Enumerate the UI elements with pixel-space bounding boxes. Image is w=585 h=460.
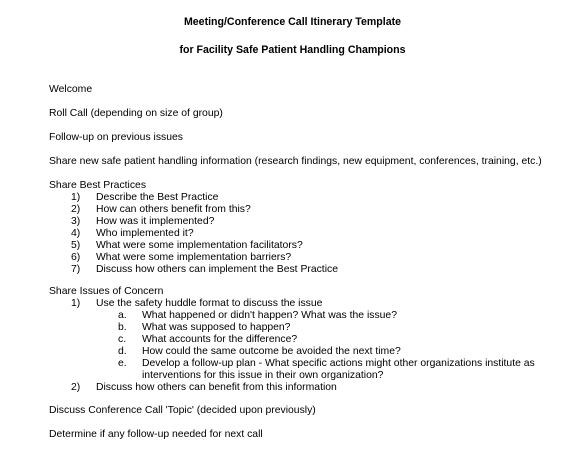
- item-text: Use the safety huddle format to discuss the issue: [96, 298, 323, 309]
- agenda-follow-up-previous: Follow-up on previous issues: [49, 132, 183, 143]
- page-title: Meeting/Conference Call Itinerary Template: [183, 16, 402, 28]
- agenda-share-new-info: Share new safe patient handling information (research findings, new equipment, conferences, training, etc.): [49, 156, 542, 167]
- agenda-discuss-topic: Discuss Conference Call 'Topic' (decided upon previously): [49, 405, 316, 416]
- item-letter: b.: [118, 322, 127, 333]
- agenda-determine-follow-up: Determine if any follow-up needed for next call: [49, 429, 263, 440]
- item-number: 6): [71, 252, 81, 263]
- item-text: Develop a follow-up plan - What specific actions might other organizations institute as: [142, 358, 535, 369]
- item-letter: e.: [118, 358, 127, 369]
- agenda-welcome: Welcome: [49, 84, 93, 95]
- page-subtitle: for Facility Safe Patient Handling Champions: [179, 44, 406, 56]
- concern-heading: Share Issues of Concern: [49, 286, 164, 297]
- item-number: 2): [71, 204, 81, 215]
- item-number: 5): [71, 240, 81, 251]
- item-number: 1): [71, 192, 81, 203]
- item-letter: c.: [118, 334, 127, 345]
- item-number: 7): [71, 264, 81, 275]
- item-text: Describe the Best Practice: [96, 192, 219, 203]
- item-text: What was supposed to happen?: [142, 322, 291, 333]
- item-number: 1): [71, 298, 81, 309]
- best-practices-heading: Share Best Practices: [49, 180, 147, 191]
- item-text: What were some implementation barriers?: [96, 252, 292, 263]
- item-letter: a.: [118, 310, 127, 321]
- item-text-continued: interventions for this issue in their own organization?: [142, 370, 384, 381]
- item-text: How was it implemented?: [96, 216, 215, 227]
- item-number: 2): [71, 382, 81, 393]
- item-letter: d.: [118, 346, 127, 357]
- item-text: How could the same outcome be avoided the next time?: [142, 346, 401, 357]
- item-number: 4): [71, 228, 81, 239]
- item-text: Discuss how others can implement the Best Practice: [96, 264, 338, 275]
- item-text: Discuss how others can benefit from this information: [96, 382, 337, 393]
- agenda-roll-call: Roll Call (depending on size of group): [49, 108, 223, 119]
- item-text: What accounts for the difference?: [142, 334, 298, 345]
- item-text: Who implemented it?: [96, 228, 194, 239]
- item-text: How can others benefit from this?: [96, 204, 251, 215]
- item-text: What were some implementation facilitators?: [96, 240, 303, 251]
- item-text: What happened or didn't happen? What was the issue?: [142, 310, 397, 321]
- item-number: 3): [71, 216, 81, 227]
